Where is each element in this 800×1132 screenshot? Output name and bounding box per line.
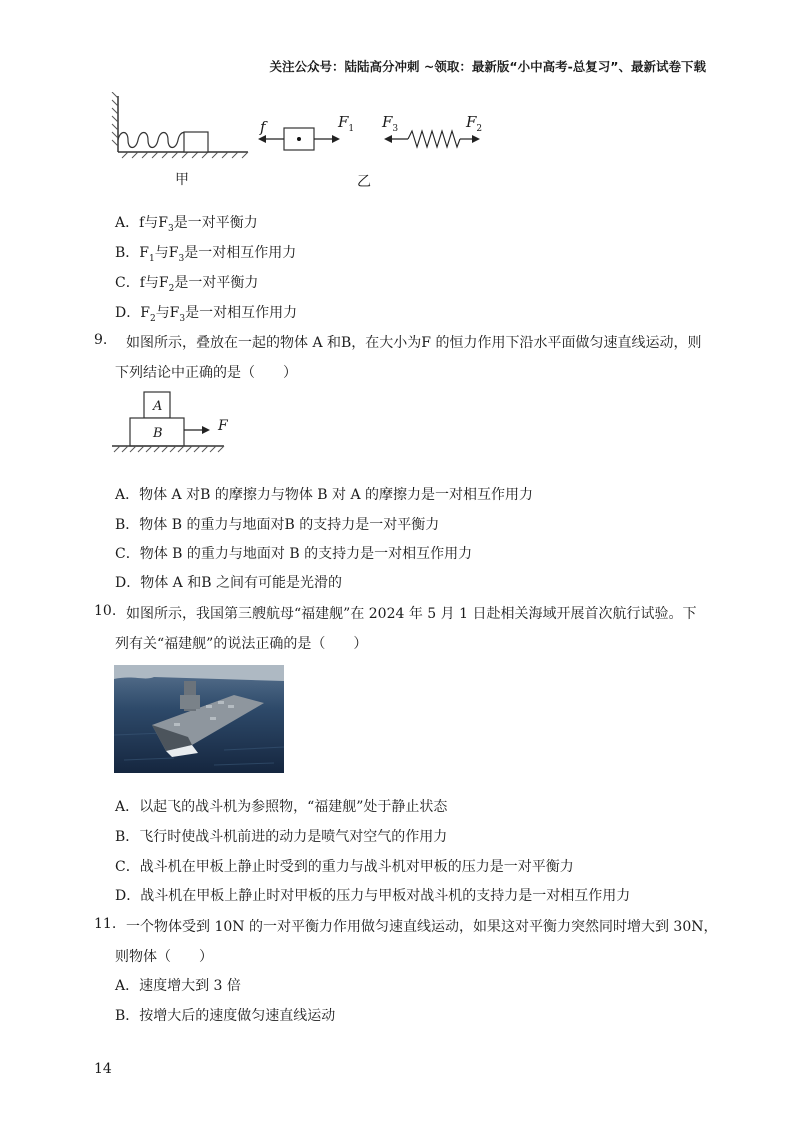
q10-stem-line1: 如图所示，我国第三艘航母“福建舰”在 2024 年 5 月 1 日赴相关海域开展首次航行试验。下 <box>126 606 697 622</box>
q9-option-d: D．物体 A 和B 之间有可能是光滑的 <box>115 575 342 591</box>
q9-stem-line1: 如图所示，叠放在一起的物体 A 和B，在大小为F 的恒力作用下沿水平面做匀速直线运动，则 <box>126 335 702 351</box>
q10-option-b: B．飞行时使战斗机前进的动力是喷气对空气的作用力 <box>115 829 448 845</box>
q9-option-b: B．物体 B 的重力与地面对B 的支持力是一对平衡力 <box>115 517 440 533</box>
q8-option-b: B．$F_1$与$F_3$是一对相互作用力 <box>115 245 297 264</box>
q8-figure <box>108 92 488 192</box>
spring-block-diagram <box>112 92 248 158</box>
q10-option-a: A．以起飞的战斗机为参照物，“福建舰”处于静止状态 <box>115 799 448 815</box>
q9-option-c: C．物体 B 的重力与地面对 B 的支持力是一对相互作用力 <box>115 546 473 562</box>
q11-stem-line1: 一个物体受到 10N 的一对平衡力作用做匀速直线运动，如果这对平衡力突然同时增大到 30N， <box>126 919 718 935</box>
q8-option-a: A．f与$F_3$是一对平衡力 <box>115 215 258 234</box>
page-number: 14 <box>94 1061 112 1077</box>
q10-number: 10. <box>94 603 117 619</box>
q9-label-b: B <box>153 426 163 441</box>
q9-label-f: F <box>218 418 228 434</box>
caption-yi: 乙 <box>357 174 371 190</box>
page-header: 关注公众号：陆陆高分冲刺 ~领取：最新版“小中高考-总复习”、最新试卷下载 <box>269 59 706 74</box>
label-F1: $F_1$ <box>338 113 355 134</box>
q9-number: 9. <box>94 332 108 348</box>
q10-option-d: D．战斗机在甲板上静止时对甲板的压力与甲板对战斗机的支持力是一对相互作用力 <box>115 888 631 904</box>
label-f: f <box>260 118 266 136</box>
caption-jia: 甲 <box>175 172 189 188</box>
q8-option-d: D．$F_2$与$F_3$是一对相互作用力 <box>115 305 298 324</box>
aircraft-carrier-photo <box>114 665 284 773</box>
label-F3: $F_3$ <box>382 113 399 134</box>
q8-option-c: C．f与$F_2$是一对平衡力 <box>115 275 259 294</box>
q11-option-a: A．速度增大到 3 倍 <box>115 978 241 994</box>
q11-stem-line2: 则物体（ ） <box>115 949 213 965</box>
q9-stem-line2: 下列结论中正确的是（ ） <box>115 365 297 381</box>
force-block-diagram <box>258 128 480 150</box>
q9-label-a: A <box>153 399 163 414</box>
label-F2: $F_2$ <box>466 113 483 134</box>
q10-option-c: C．战斗机在甲板上静止时受到的重力与战斗机对甲板的压力是一对平衡力 <box>115 859 574 875</box>
q9-option-a: A．物体 A 对B 的摩擦力与物体 B 对 A 的摩擦力是一对相互作用力 <box>115 487 534 503</box>
q11-number: 11. <box>94 916 117 932</box>
q10-stem-line2: 列有关“福建舰”的说法正确的是（ ） <box>115 636 368 652</box>
q11-option-b: B．按增大后的速度做匀速直线运动 <box>115 1008 336 1024</box>
